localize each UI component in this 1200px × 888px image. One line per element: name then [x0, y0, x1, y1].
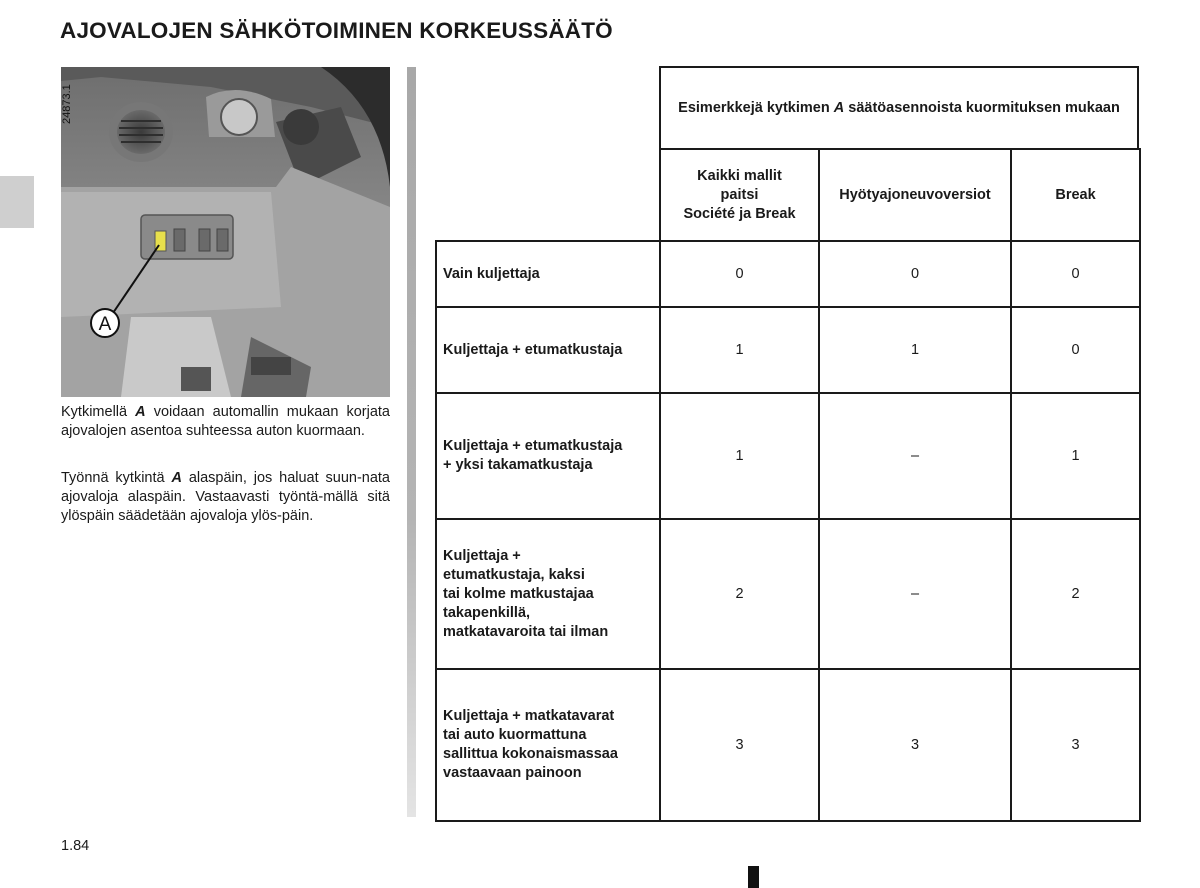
table-cell: 3: [659, 668, 820, 822]
table-cell: 2: [659, 518, 820, 670]
paragraph-1: Kytkimellä A voidaan automallin mukaan korjata ajovalojen asentoa suhteessa auton kuormaan.: [61, 404, 390, 439]
table-cell: –: [818, 518, 1012, 670]
figure-id: 24873.1: [61, 84, 73, 124]
callout-a: A: [98, 314, 112, 335]
column-header: Break: [1010, 148, 1141, 242]
row-label: Kuljettaja + etumatkustaja, kaksi tai kolme matkustajaa takapenkillä, matkatavaroita tai ilman: [435, 518, 661, 670]
page-title: AJOVALOJEN SÄHKÖTOIMINEN KORKEUSSÄÄTÖ: [60, 18, 613, 43]
page-marker: [748, 866, 759, 888]
page-number: 1.84: [61, 838, 90, 854]
table-cell: –: [818, 392, 1012, 520]
table-cell: 1: [659, 306, 820, 394]
table-header: Esimerkkejä kytkimen A säätöasennoista kuormituksen mukaan: [659, 66, 1139, 150]
chapter-tab: [0, 176, 34, 228]
table-cell: 3: [818, 668, 1012, 822]
paragraph-2: Työnnä kytkintä A alaspäin, jos haluat suun-nata ajovaloja alaspäin. Vastaavasti työntä-mällä sitä ylöspäin säädetään ajovaloja ylös-päin.: [61, 470, 390, 524]
dashboard-illustration: [61, 67, 390, 397]
table-cell: 3: [1010, 668, 1141, 822]
table-cell: 1: [818, 306, 1012, 394]
row-label: Vain kuljettaja: [435, 240, 661, 308]
table-cell: 2: [1010, 518, 1141, 670]
row-label: Kuljettaja + etumatkustaja: [435, 306, 661, 394]
table-cell: 1: [659, 392, 820, 520]
table-cell: 0: [1010, 240, 1141, 308]
row-label: Kuljettaja + etumatkustaja + yksi takamatkustaja: [435, 392, 661, 520]
table-cell: 1: [1010, 392, 1141, 520]
column-divider: [407, 67, 416, 817]
row-label: Kuljettaja + matkatavarat tai auto kuormattuna sallittua kokonaismassaa vastaavaan painoon: [435, 668, 661, 822]
dashboard-drawing: [61, 67, 390, 397]
table-cell: 0: [1010, 306, 1141, 394]
column-header: Hyötyajoneuvoversiot: [818, 148, 1012, 242]
table-cell: 0: [659, 240, 820, 308]
table-cell: 0: [818, 240, 1012, 308]
column-header: Kaikki mallit paitsi Société ja Break: [659, 148, 820, 242]
